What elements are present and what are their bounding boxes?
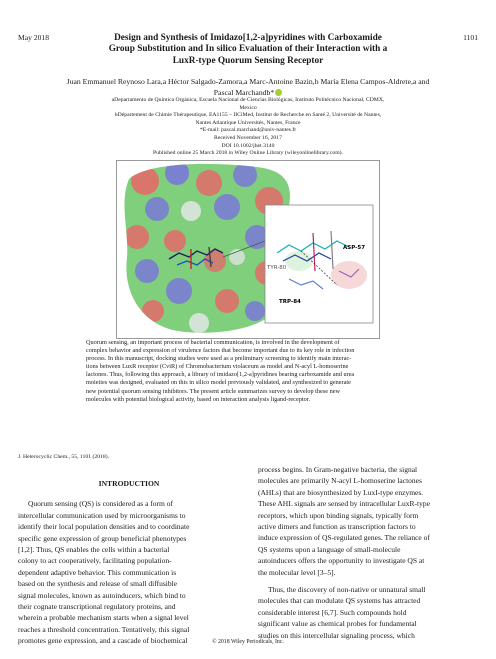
abstract-line-1: Quorum sensing, an important process of bacterial communication, is involved in the development of (86, 339, 340, 346)
title-line-1: Design and Synthesis of Imidazo[1,2-a]pyridines with Carboxamide (114, 33, 382, 43)
orcid-icon[interactable] (275, 89, 282, 96)
affil-a-1: aDepartamento de Química Orgánica, Escuela Nacional de Ciencias Biológicas, Instituto Politécnico Nacional, CDMX, (111, 97, 385, 103)
right-line: process begins. In Gram-negative bacteria, the signal (258, 465, 418, 474)
affil-b-1: bDépartement de Chimie Thérapeutique, EA1155 – IICiMed, Institut de Recherche en Santé 2, Université de Nantes, (114, 112, 382, 119)
article-title (60, 33, 436, 67)
right-paragraph-2 (258, 584, 480, 641)
affiliations (60, 97, 436, 158)
section-heading: INTRODUCTION (98, 479, 160, 488)
left-paragraph (18, 498, 240, 646)
left-line: reaches a threshold concentration. Tentatively, this signal (18, 624, 190, 634)
left-line: [1,2]. Thus, QS enables the cells within a bacterial (18, 545, 170, 555)
right-line: These AHL signals are sensed by intracellular LuxR-type (258, 499, 430, 509)
published-online: Published online 25 March 2018 in Wiley Online Library (wileyonlinelibrary.com). (153, 150, 343, 157)
contact-email: *E-mail: pascal.marchand@univ-nantes.fr (199, 127, 297, 134)
right-line: Thus, the discovery of non-native or unnatural small (268, 585, 426, 595)
right-line: QS systems upon a language of small-molecule (258, 544, 401, 554)
author-list (18, 77, 478, 98)
title-line-3: LuxR-type Quorum Sensing Receptor (172, 55, 324, 66)
protein-docking-illustration (117, 161, 379, 338)
right-line: active dimers and function as transcription factors to (258, 522, 416, 532)
left-line: colony to act cooperatively, facilitating population- (18, 556, 172, 566)
right-line: the molecular level [3–5]. (258, 567, 336, 577)
received-date: Received November 16, 2017 (214, 134, 282, 141)
authors-line-2-text: Pascal Marchandb* (213, 87, 275, 97)
affil-a-2: Mexico (239, 104, 257, 111)
right-line: induce expression of QS-regulated genes. The reliance of (258, 533, 430, 543)
graphical-abstract (116, 160, 380, 339)
abstract-line-3: process. In this manuscript, docking studies were used as a preliminary screening to identify main interac- (86, 355, 352, 363)
left-line: intercellular communication used by microorganisms to (18, 510, 186, 520)
left-column (18, 478, 240, 647)
page-number: 1101 (463, 33, 478, 42)
abstract-line-7: new potential quorum sensing inhibitors. The present article summarizes survey to develop these new (86, 387, 340, 395)
right-column (258, 464, 480, 641)
authors-line-1: Juan Emmanuel Reynoso Lara,a Héctor Salgado-Zamora,a Marc-Antoine Bazin,b María Elena Campos-Aldrete,a and (66, 77, 430, 86)
abstract-line-5: lactones. Thus, following this approach, a library of imidazo[1,2-a]pyridines bearing carboxamide and urea (86, 371, 355, 379)
right-line: molecules that can modulate QS systems has attracted (258, 596, 421, 606)
left-line: identify their local population densities and to coordinate (18, 522, 190, 532)
abstract-line-4: tions between LuxR receptor (CviR) of Chromobacterium violaceum as model and N-acyl L-homoserine (86, 363, 349, 371)
right-line: significant value as chemical probes for fundamental (258, 619, 417, 629)
left-line: specific gene expression of group beneficial phenotypes (18, 533, 187, 543)
left-line: dependent adaptive behavior. This communication is (18, 567, 177, 577)
title-line-2: Group Substitution and In silico Evaluation of their Interaction with a (108, 44, 388, 55)
left-line: promotes gene expression, and a cascade of biochemical (18, 636, 188, 646)
doi: DOI 10.1002/jhet.3140 (221, 142, 275, 149)
running-date: May 2018 (18, 33, 50, 42)
right-line: (AHLs) that are biosynthesized by LuxI-type enzymes. (258, 487, 424, 497)
abstract-line-8: molecules with potential biological activity, based on interaction analysis ligand-receptor. (86, 395, 311, 403)
left-line: their cognate transcriptional regulatory proteins, and (18, 602, 176, 612)
right-line: molecules are primarily N-acyl L-homoserine lactones (258, 476, 422, 486)
right-paragraph-1 (258, 464, 480, 578)
label-asp57: ASP-57 (343, 245, 366, 251)
right-line: studies on this intercellular signaling process, which (258, 630, 415, 640)
abstract (86, 339, 414, 404)
abstract-line-6: moieties was designed, evaluated on this in silico model previously validated, and synthesized to generate (86, 379, 351, 387)
left-line: signal molecules, known as autoinducers, which bind to (18, 590, 186, 600)
left-line: based on the synthesis and release of small diffusible (18, 579, 177, 589)
right-line: considerable interest [6,7]. Such compounds hold (258, 607, 407, 617)
label-tyr80: TYR-80 (267, 265, 287, 271)
copyright-footer: © 2018 Wiley Periodicals, Inc. (212, 639, 284, 645)
left-line: Quorum sensing (QS) is considered as a form of (28, 499, 173, 509)
label-trp84: TRP-84 (279, 299, 301, 305)
abstract-line-2: complex behavior and expression of virulence factors that become important due to its key role in infection (86, 347, 355, 355)
right-line: autoinducers offers the opportunity to investigate QS at (258, 556, 425, 566)
right-line: receptors, which upon binding signals, typically form (258, 510, 419, 520)
affil-b-2: Nantes Atlantique Universités, Nantes, France (195, 119, 301, 126)
journal-citation: J. Heterocyclic Chem., 55, 1101 (2018). (18, 454, 110, 460)
left-line: wherein a probable mechanism starts when a signal level (18, 613, 189, 623)
